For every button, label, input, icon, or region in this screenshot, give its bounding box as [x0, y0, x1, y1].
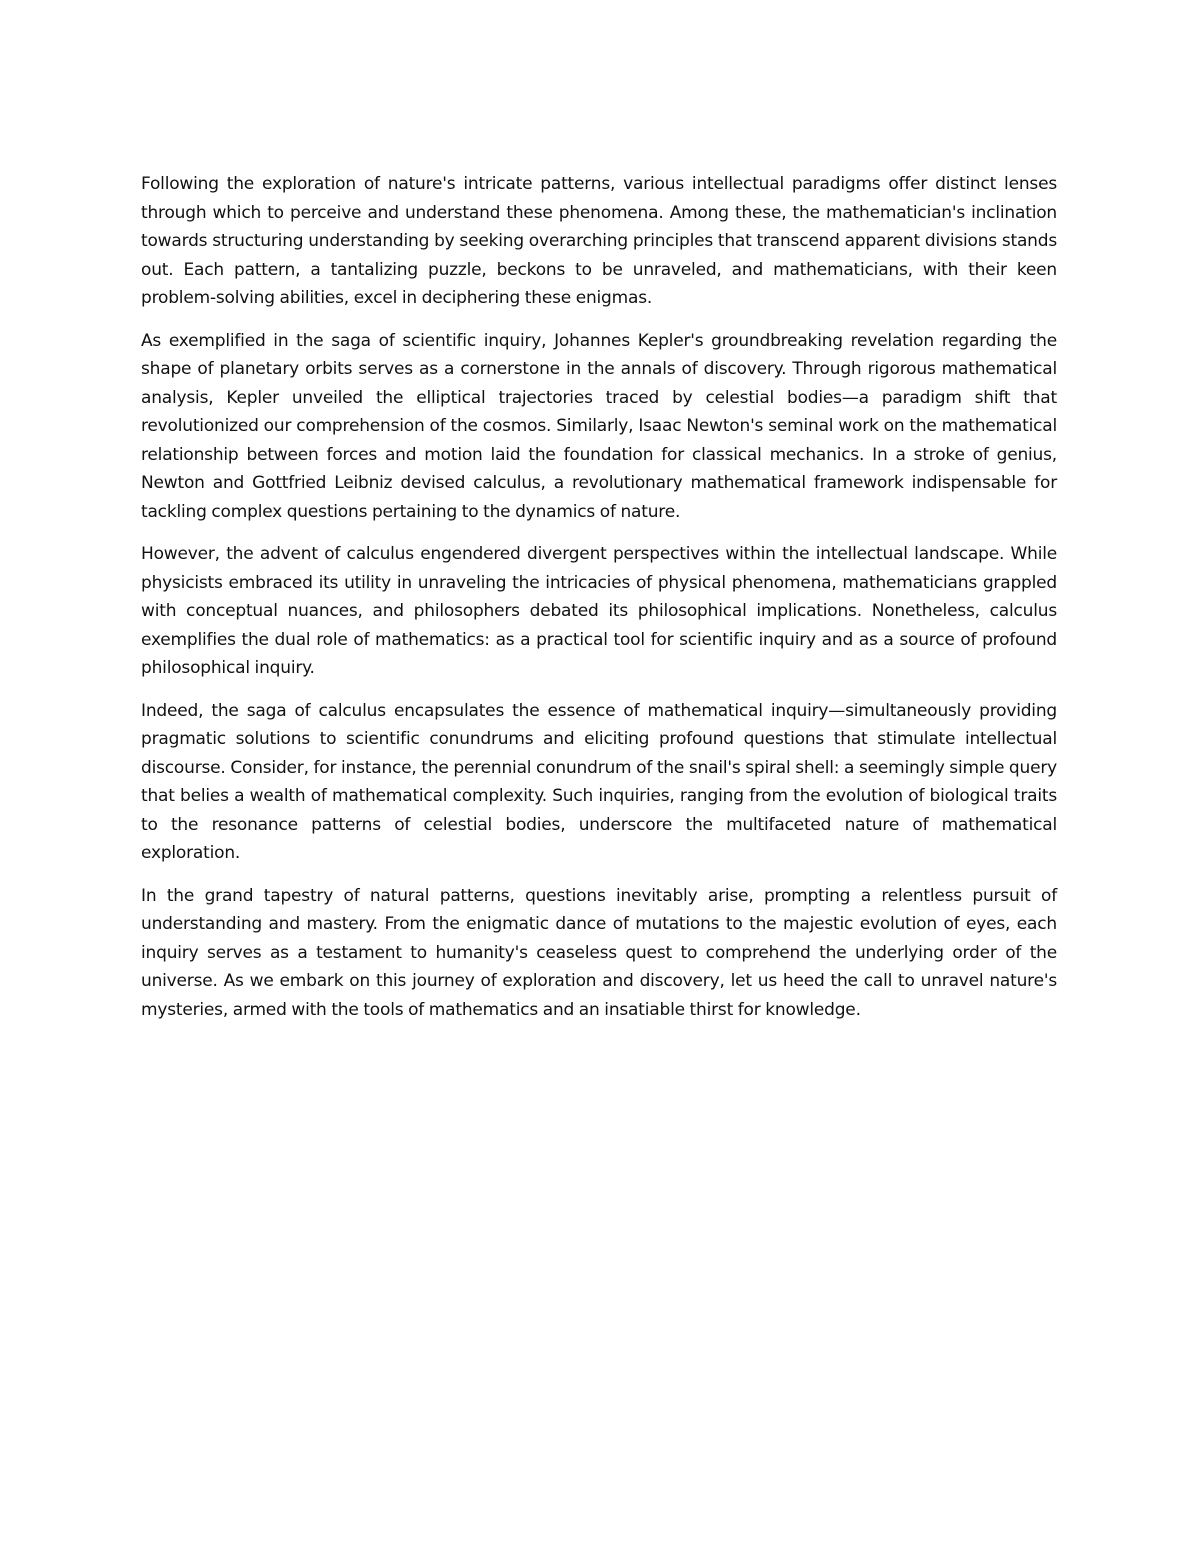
- paragraph-3: However, the advent of calculus engendered divergent perspectives within the intellectual landscape. While physicists embraced its utility in unraveling the intricacies of physical phenomena, mathematicians grappled with conceptual nuances, and philosophers debated its philosophical implications. Nonetheless, calculus exemplifies the dual role of mathematics: as a practical tool for scientific inquiry and as a source of profound philosophical inquiry.: [141, 544, 1057, 678]
- document-body: [141, 170, 1057, 1038]
- paragraph-1: Following the exploration of nature's intricate patterns, various intellectual paradigms offer distinct lenses through which to perceive and understand these phenomena. Among these, the mathematician's inclination towards structuring understanding by seeking overarching principles that transcend apparent divisions stands out. Each pattern, a tantalizing puzzle, beckons to be unraveled, and mathematicians, with their keen problem-solving abilities, excel in deciphering these enigmas.: [141, 174, 1057, 308]
- paragraph-4: Indeed, the saga of calculus encapsulates the essence of mathematical inquiry—simultaneously providing pragmatic solutions to scientific conundrums and eliciting profound questions that stimulate intellectual discourse. Consider, for instance, the perennial conundrum of the snail's spiral shell: a seemingly simple query that belies a wealth of mathematical complexity. Such inquiries, ranging from the evolution of biological traits to the resonance patterns of celestial bodies, underscore the multifaceted nature of mathematical exploration.: [141, 700, 1057, 863]
- paragraph-2: As exemplified in the saga of scientific inquiry, Johannes Kepler's groundbreaking revelation regarding the shape of planetary orbits serves as a cornerstone in the annals of discovery. Through rigorous mathematical analysis, Kepler unveiled the elliptical trajectories traced by celestial bodies—a paradigm shift that revolutionized our comprehension of the cosmos. Similarly, Isaac Newton's seminal work on the mathematical relationship between forces and motion laid the foundation for classical mechanics. In a stroke of genius, Newton and Gottfried Leibniz devised calculus, a revolutionary mathematical framework indispensable for tackling complex questions pertaining to the dynamics of nature.: [141, 330, 1057, 522]
- paragraph-5: In the grand tapestry of natural patterns, questions inevitably arise, prompting a relentless pursuit of understanding and mastery. From the enigmatic dance of mutations to the majestic evolution of eyes, each inquiry serves as a testament to humanity's ceaseless quest to comprehend the underlying order of the universe. As we embark on this journey of exploration and discovery, let us heed the call to unravel nature's mysteries, armed with the tools of mathematics and an insatiable thirst for knowledge.: [141, 885, 1057, 1020]
